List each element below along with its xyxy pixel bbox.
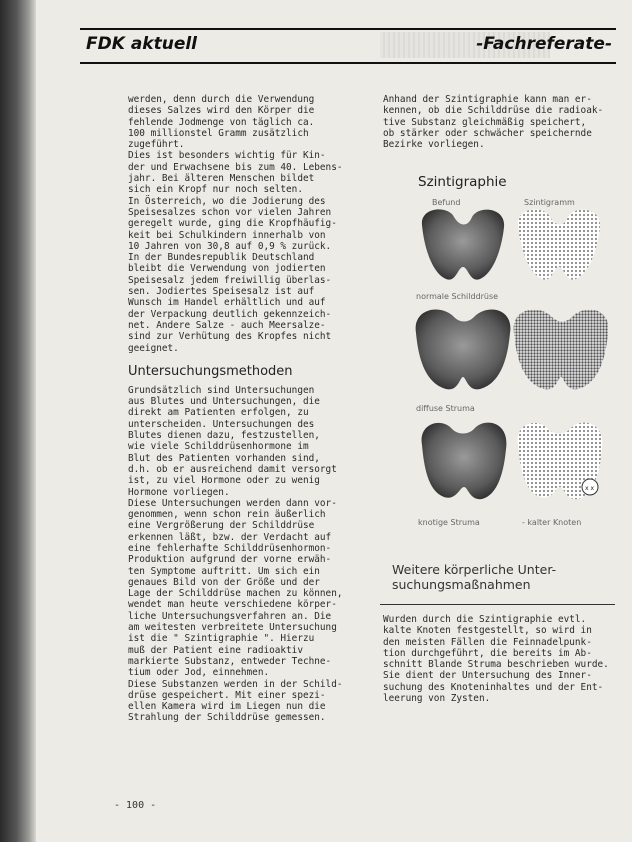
- right-paragraph-1: Anhand der Szintigraphie kann man er- kennen, ob die Schilddrüse die radioak- tive Substanz gleichmäßig speichert, ob stärker oder schwächer speichernde Bezirke vorliegen.: [383, 94, 604, 151]
- scintigram-diffuse: [514, 310, 609, 390]
- figure-column-label-left: Befund: [432, 198, 461, 207]
- page-header: [80, 28, 616, 64]
- weitere-heading-text: Weitere körperliche Unter- suchungsmaßnahmen: [392, 562, 557, 592]
- left-paragraph-2: Grundsätzlich sind Untersuchungen aus Blutes und Untersuchungen, die direkt am Patienten erfolgen, zu unterscheiden. Untersuchungen des Blutes dienen dazu, festzustellen, wie viele Schilddrüsenhormone im Blut des Patienten vorhanden sind, d.h. ob er ausreichend damit versorgt ist, zu viel Hormone oder zu wenig Hormone vorliegen. Diese Untersuchungen werden dann vor- genommen, wenn schon rein äußerlich eine Vergrößerung der Schilddrüse erkennen läßt, bzw. der Verdacht auf eine fehlerhafte Schilddrüsenhormon- Produktion aufgrund der vorne erwäh- ten Symptome auftritt. Um sich ein genaues Bild von der Größe und der Lage der Schilddrüse machen zu können, wendet man heute verschiedene körper- liche Untersuchungsverfahren an. Die am weitesten verbreitete Untersuchung ist die " Szintigraphie ". Hierzu muß der Patient eine radioaktiv markierte Substanz, entweder Techne- tium oder Jod, einnehmen. Diese Substanzen werden in der Schild- drüse gespeichert. Mit einer spezi- ellen Kamera wird im Liegen nun die Strahlung der Schilddrüse gemessen.: [128, 384, 343, 724]
- header-section: -Fachreferate-: [476, 34, 612, 54]
- thyroid-photo-nodular: [422, 423, 507, 500]
- caption-normal: normale Schilddrüse: [416, 292, 499, 301]
- section-heading-weitere: [392, 562, 607, 592]
- section-heading-untersuchungsmethoden: Untersuchungsmethoden: [128, 363, 293, 379]
- book-spine-shadow: [0, 0, 36, 842]
- right-column-top: [383, 94, 615, 150]
- thyroid-photo-diffuse: [416, 310, 511, 390]
- divider: [380, 604, 615, 605]
- svg-text:x x: x x: [585, 485, 595, 492]
- scintigram-normal: [518, 209, 600, 279]
- header-title: FDK aktuell: [86, 34, 198, 54]
- caption-cold-nodule: - kalter Knoten: [522, 518, 582, 527]
- caption-nodular: knotige Struma: [418, 518, 480, 527]
- right-paragraph-2: Wurden durch die Szintigraphie evtl. kalte Knoten festgestellt, so wird in den meisten Fällen die Feinnadelpunk- tion durchgeführt, die bereits im Ab- schnitt Blande Struma beschrieben wurde. Sie dient der Untersuchung des Inner- suchung des Knoteninhaltes und der Ent- leerung von Zysten.: [383, 614, 609, 705]
- page-number: - 100 -: [114, 800, 157, 811]
- left-paragraph-1: werden, denn durch die Verwendung dieses Salzes wird den Körper die fehlende Jodmenge von täglich ca. 100 millionstel Gramm zusätzlich zugeführt. Dies ist besonders wichtig für Kin- der und Erwachsene bis zum 40. Lebens- jahr. Bei älteren Menschen bildet sich ein Kropf nur noch selten. In Österreich, wo die Jodierung des Speisesalzes schon vor vielen Jahren geregelt wurde, ging die Kropfhäufig- keit bei Schulkindern innerhalb von 10 Jahren von 30,8 auf 0,9 % zurück. In der Bundesrepublik Deutschland bleibt die Verwendung von jodierten Speisesalz jedem freiwillig überlas- sen. Jodiertes Speisesalz ist auf Wunsch im Handel erhältlich und auf der Verpackung deutlich gekennzeich- net. Andere Salze - auch Meersalze- sind zur Verhütung des Kropfes nicht geeignet.: [128, 94, 343, 354]
- figure-title: Szintigraphie: [418, 174, 507, 190]
- right-column-bottom: [383, 614, 615, 704]
- thyroid-photo-normal: [422, 209, 504, 279]
- left-column: [128, 94, 360, 724]
- scintigraphy-figure: [410, 205, 615, 535]
- caption-diffuse: diffuse Struma: [416, 404, 475, 413]
- figure-column-label-right: Szintigramm: [524, 198, 575, 207]
